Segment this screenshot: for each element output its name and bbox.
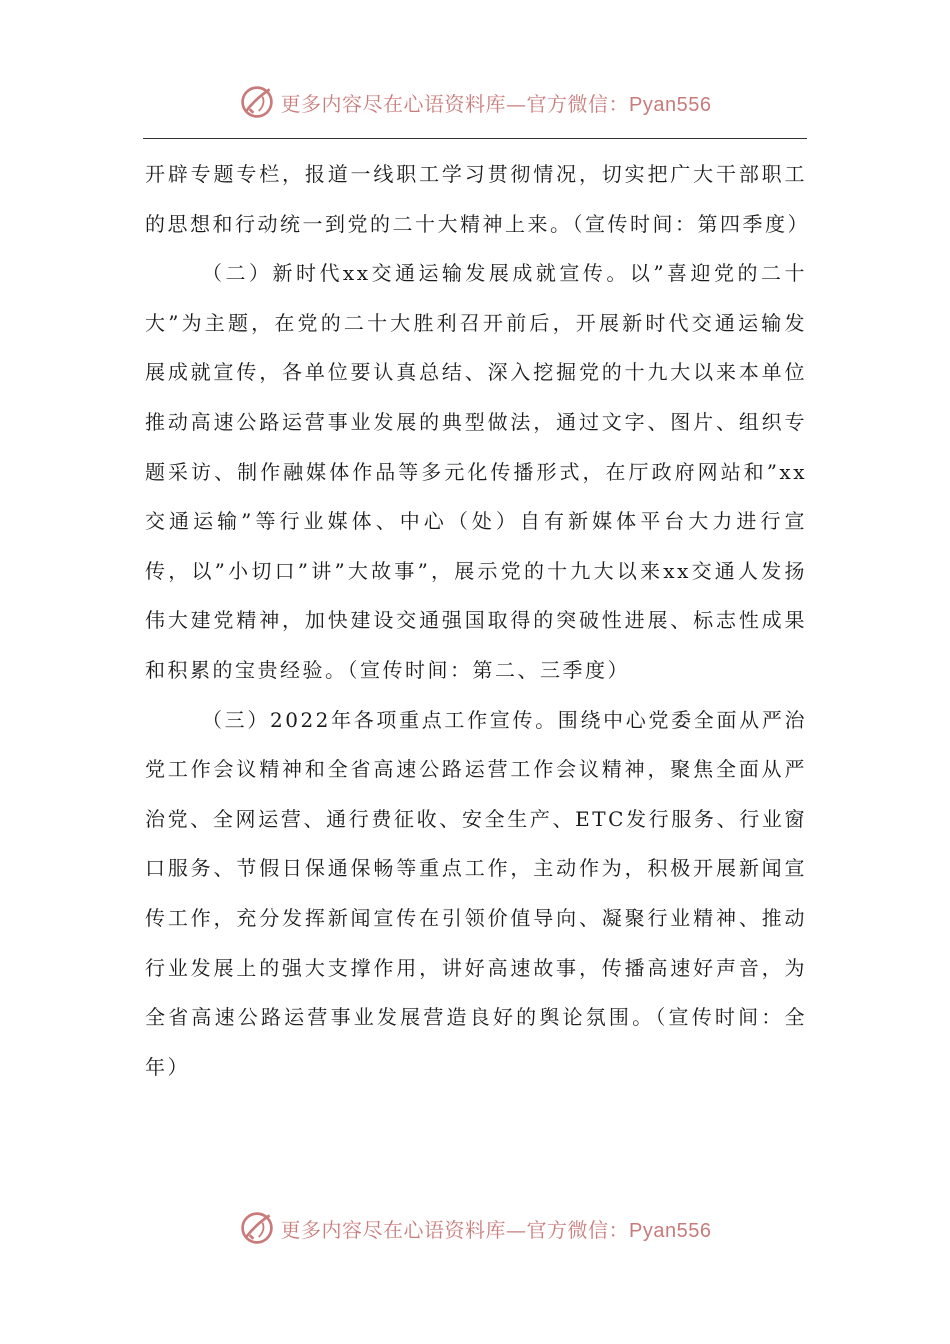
paragraph-1: 开辟专题专栏，报道一线职工学习贯彻情况，切实把广大干部职工的思想和行动统一到党的二十大精神上来。（宣传时间：第四季度） — [145, 162, 810, 236]
header-wechat-id: Pyan556 — [629, 93, 712, 116]
footer-wechat-id: Pyan556 — [629, 1219, 712, 1242]
header-banner-text: 更多内容尽在心语资料库—官方微信：Pyan556 — [280, 91, 712, 116]
footer-banner-text: 更多内容尽在心语资料库—官方微信：Pyan556 — [280, 1217, 712, 1242]
paragraph-2: （二）新时代xx交通运输发展成就宣传。以”喜迎党的二十大”为主题，在党的二十大胜利召开前后，开展新时代交通运输发展成就宣传，各单位要认真总结、深入挖掘党的十九大以来本单位推动高速公路运营事业发展的典型做法，通过文字、图片、组织专题采访、制作融媒体作品等多元化传播形式，在厅政府网站和”xx交通运输”等行业媒体、中心（处）自有新媒体平台大力进行宣传，以”小切口”讲”大故事”，展示党的十九大以来xx交通人发扬伟大建党精神，加快建设交通强国取得的突破性进展、标志性成果和积累的宝贵经验。（宣传时间：第二、三季度） — [145, 261, 807, 682]
pen-logo-icon — [239, 84, 275, 120]
header-divider — [143, 138, 807, 139]
document-body — [145, 150, 810, 1092]
footer-banner — [0, 1210, 950, 1246]
header-banner — [0, 84, 950, 120]
paragraph-3: （三）2022年各项重点工作宣传。围绕中心党委全面从严治党工作会议精神和全省高速公路运营工作会议精神，聚焦全面从严治党、全网运营、通行费征收、安全生产、ETC发行服务、行业窗口服务、节假日保通保畅等重点工作，主动作为，积极开展新闻宣传工作，充分发挥新闻宣传在引领价值导向、凝聚行业精神、推动行业发展上的强大支撑作用，讲好高速故事，传播高速好声音，为全省高速公路运营事业发展营造良好的舆论氛围。（宣传时间：全年） — [145, 707, 807, 1079]
pen-logo-icon — [239, 1210, 275, 1246]
